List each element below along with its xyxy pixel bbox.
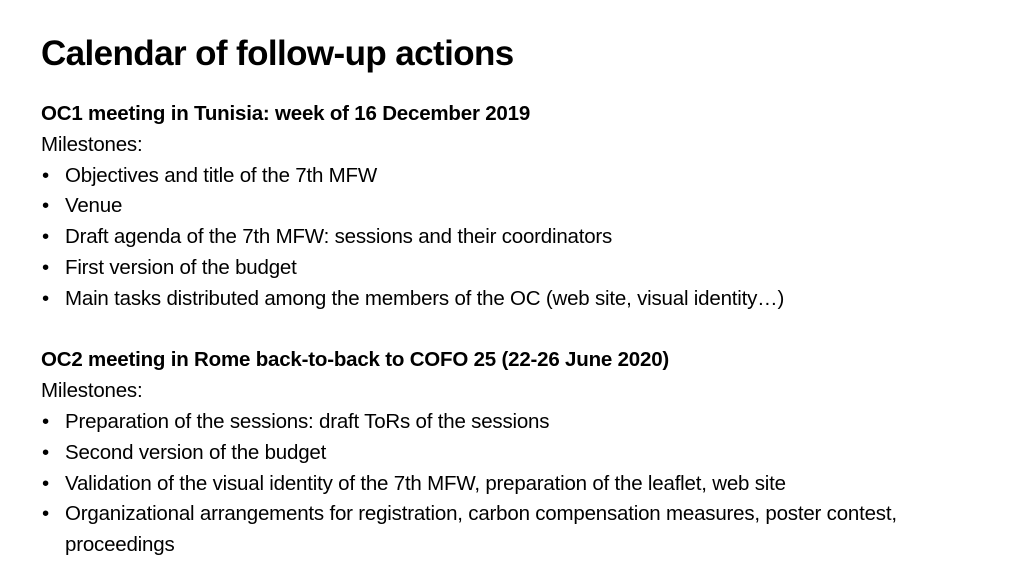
list-item (41, 222, 971, 253)
list-item (41, 499, 971, 561)
list-item-text: Main tasks distributed among the members of the OC (web site, visual identity…) (65, 286, 785, 310)
list-item-text: Validation of the visual identity of the 7th MFW, preparation of the leaflet, web site (65, 471, 786, 495)
list-item-text: Draft agenda of the 7th MFW: sessions and their coordinators (65, 225, 613, 249)
bullet-icon: • (42, 471, 49, 495)
bullet-icon: • (42, 163, 49, 187)
bullet-icon: • (42, 225, 49, 249)
bullet-icon: • (42, 286, 49, 310)
list-item (41, 438, 971, 469)
list-item (41, 469, 971, 500)
list-item (41, 253, 971, 284)
bullet-icon: • (42, 440, 49, 464)
list-item-text: Second version of the budget (65, 440, 327, 464)
list-item-text: Venue (65, 194, 123, 218)
bullet-icon: • (42, 502, 49, 526)
list-item-text: Objectives and title of the 7th MFW (65, 163, 378, 187)
bullet-icon: • (42, 194, 49, 218)
milestones-list (41, 407, 971, 561)
bullet-icon: • (42, 255, 49, 279)
list-item-text: Preparation of the sessions: draft ToRs of the sessions (65, 409, 550, 433)
milestones-label: Milestones: (41, 379, 143, 403)
section-heading: OC1 meeting in Tunisia: week of 16 December 2019 (41, 102, 531, 125)
list-item-text: Organizational arrangements for registration, carbon compensation measures, poster contest, proceedings (65, 502, 897, 557)
milestones-list (41, 161, 971, 315)
list-item-text: First version of the budget (65, 255, 297, 279)
section-oc1-meeting (41, 99, 971, 315)
list-item (41, 284, 971, 315)
bullet-icon: • (42, 409, 49, 433)
milestones-label: Milestones: (41, 132, 143, 156)
list-item (41, 407, 971, 438)
list-item (41, 191, 971, 222)
section-oc2-meeting (41, 345, 971, 561)
slide-title: Calendar of follow-up actions (41, 34, 514, 73)
list-item (41, 161, 971, 192)
slide-body (41, 99, 971, 561)
section-heading: OC2 meeting in Rome back-to-back to COFO 25 (22-26 June 2020) (41, 348, 670, 372)
